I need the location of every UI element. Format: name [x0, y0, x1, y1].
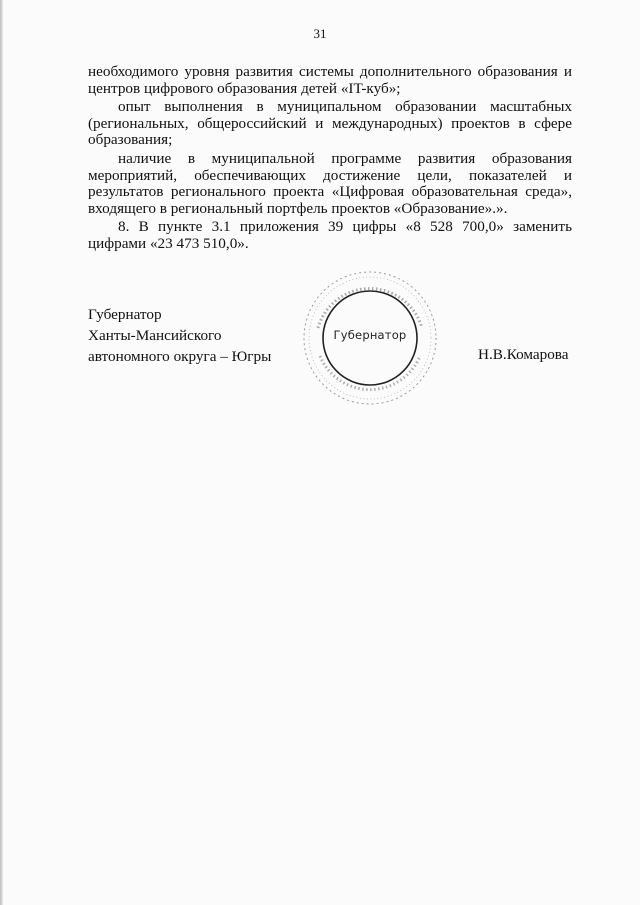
signatory-title: [88, 304, 271, 367]
page-number: 31: [313, 26, 327, 41]
signatory-title-line-3: автономного округа – Югры: [88, 348, 272, 365]
signatory-title-line-2: Ханты-Мансийского: [88, 327, 222, 344]
document-body: [88, 64, 572, 255]
page-edge-shadow: [0, 0, 3, 905]
paragraph-project-experience: опыт выполнения в муниципальном образовании масштабных (региональных, общероссийский и международных) проектов в сфере образования;: [88, 98, 572, 149]
paragraph-item-8-amendment: 8. В пункте 3.1 приложения 39 цифры «8 528 700,0» заменить цифрами «23 473 510,0».: [88, 218, 572, 252]
paragraph-it-cube: необходимого уровня развития системы дополнительного образования и центров цифрового образования детей «IT-куб»;: [88, 63, 572, 97]
stamp-label: Губернатор: [333, 328, 407, 342]
paragraph-municipal-program: наличие в муниципальной программе развития образования мероприятий, обеспечивающих достижение цели, показателей и результатов регионального проекта «Цифровая образовательная среда», входящего в региональный портфель проектов «Образование».».: [88, 149, 572, 217]
signatory-title-line-1: Губернатор: [88, 306, 162, 323]
signatory-name: Н.В.Комарова: [478, 346, 569, 363]
electronic-signature-stamp: [300, 268, 440, 408]
